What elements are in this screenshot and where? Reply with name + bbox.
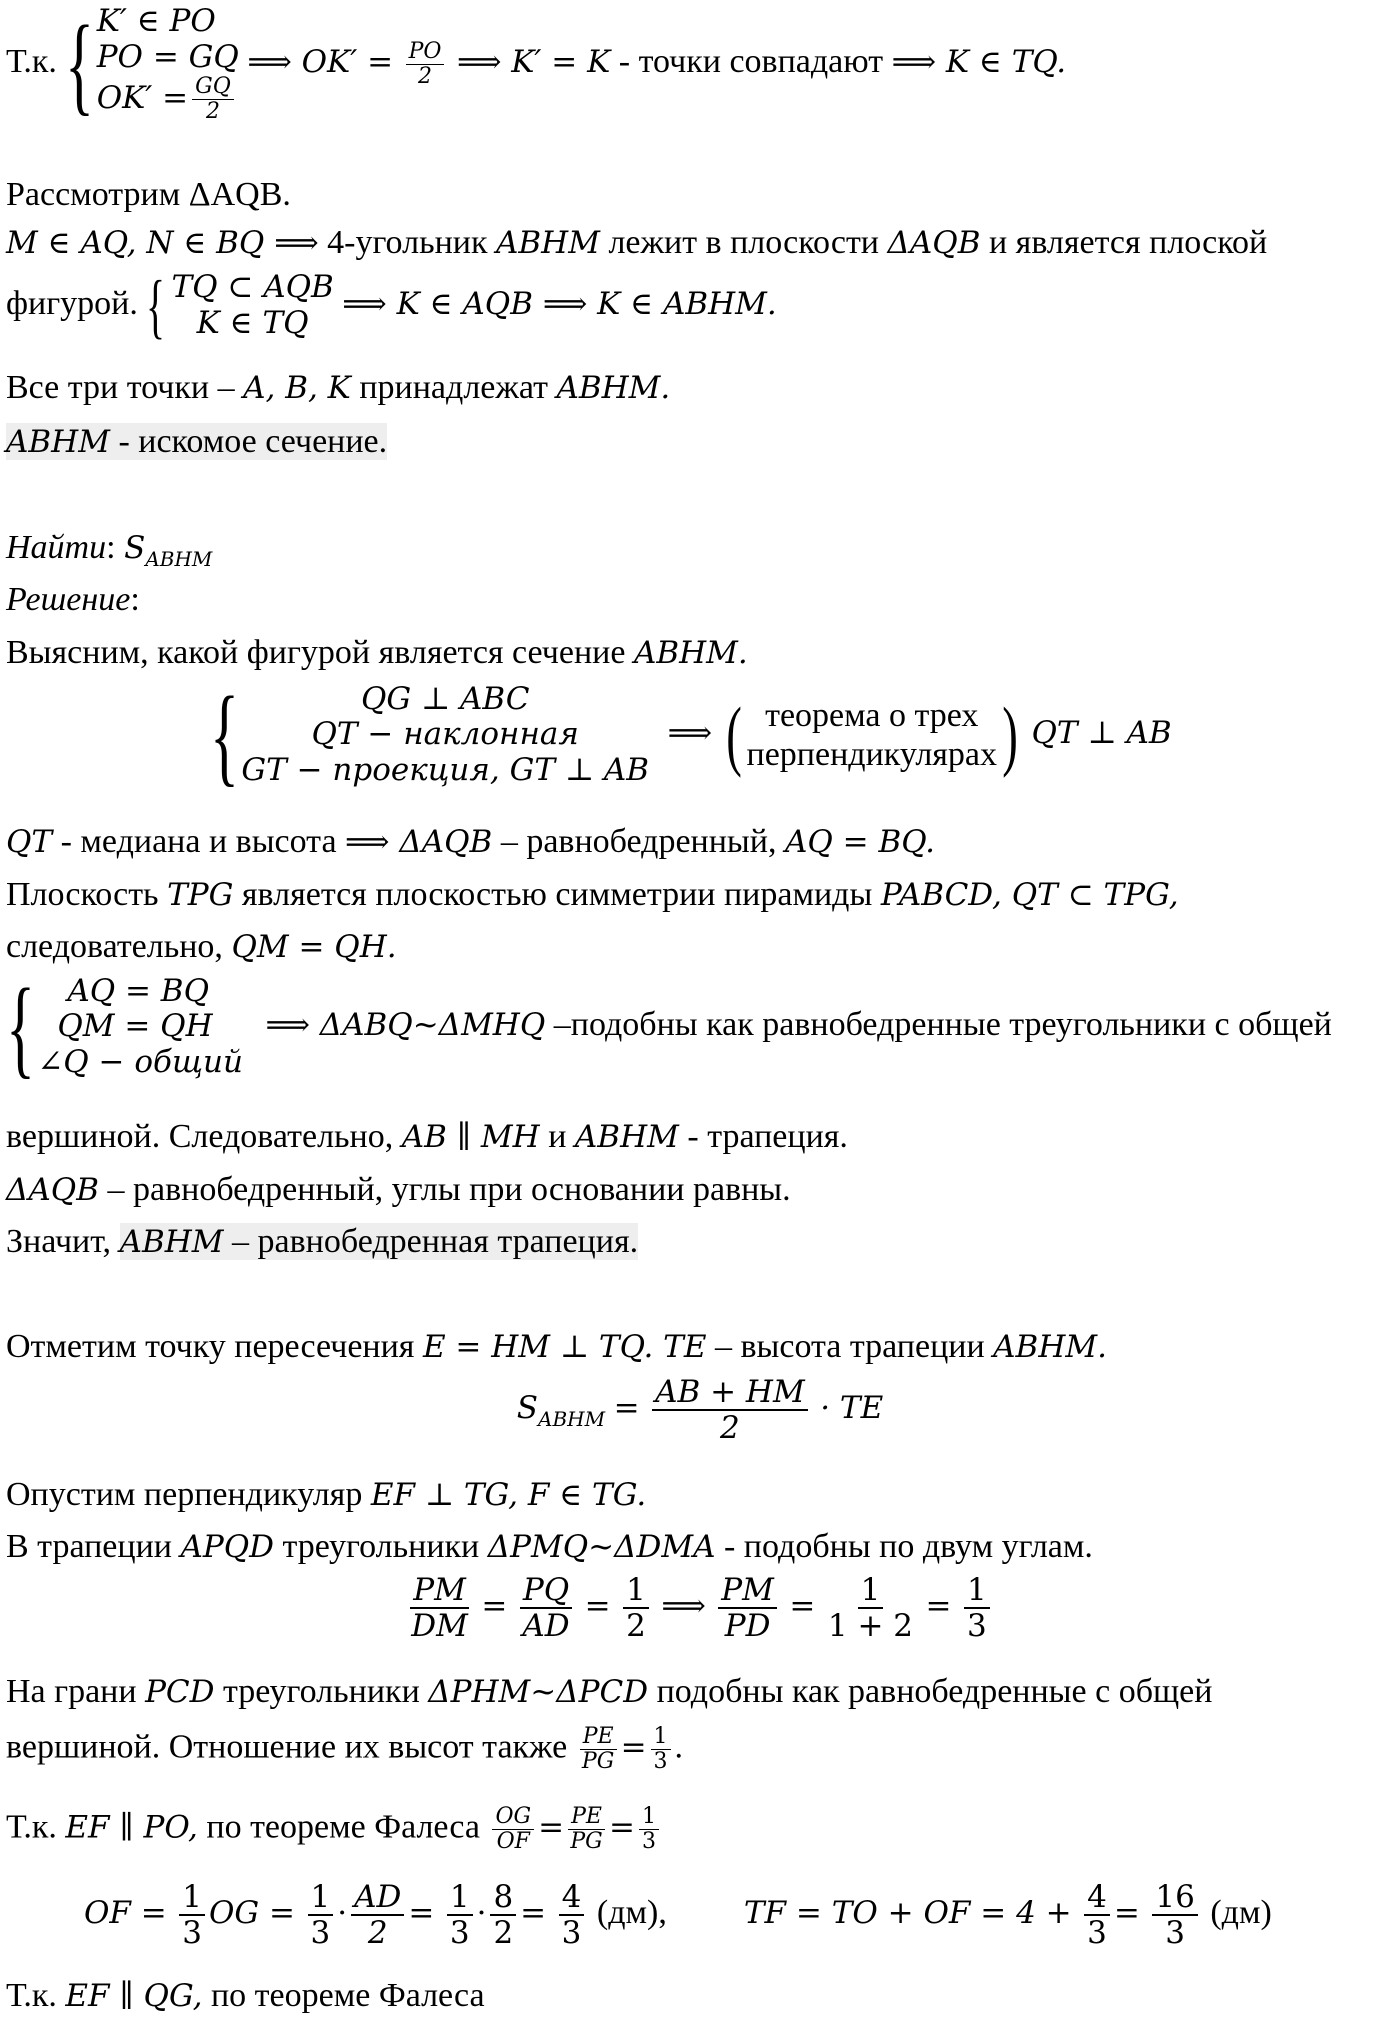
left-brace: { bbox=[6, 966, 36, 1088]
system-row: TQ ⊂ AQB bbox=[171, 269, 334, 306]
text-line: Опустим перпендикуляр EF ⊥ TG, F ∈ TG. bbox=[6, 1476, 647, 1513]
math-span: ABHM. bbox=[556, 370, 671, 406]
subscript: ABHM bbox=[145, 547, 213, 571]
text-span: 4-угольник bbox=[318, 224, 496, 261]
system-block bbox=[171, 270, 333, 341]
text-line bbox=[6, 223, 1267, 262]
fraction-po-2: $\frac{PO}{2}$ bbox=[406, 40, 445, 89]
ratio-formula: $\frac{PM}{DM}$ = $\frac{PQ}{AD}$ = $\frac{1}{2}$ ⟹ $\frac{PM}{PD}$ = $\frac{1}{1 + 2}$ = $\frac{1}{3}$ bbox=[0, 1573, 1400, 1643]
left-paren: ( bbox=[725, 691, 742, 778]
text-line: следовательно, QM = QH. bbox=[6, 928, 397, 965]
text-line: Плоскость TPG является плоскостью симметрии пирамиды PABCD, QT ⊂ TPG, bbox=[6, 876, 1179, 913]
fraction: $\frac{GQ}{2}$ bbox=[192, 75, 234, 124]
right-paren: ) bbox=[1002, 691, 1018, 778]
text-line bbox=[6, 368, 670, 407]
text-span: фигурой. bbox=[6, 284, 147, 322]
implies: ⟹ bbox=[667, 714, 713, 751]
math-span: QT ⊥ AB bbox=[1031, 714, 1172, 751]
math-span: ABHM. bbox=[633, 635, 748, 671]
text-line: QT - медиана и высота ⟹ ΔAQB – равнобедренный, AQ = BQ. bbox=[6, 823, 935, 860]
find-label: Найти bbox=[6, 529, 107, 566]
left-brace: { bbox=[65, 3, 95, 126]
text-line: ΔAQB – равнобедренный, углы при основании равны. bbox=[6, 1171, 791, 1208]
text-span: Выясним, какой фигурой является сечение bbox=[6, 634, 634, 671]
system-row: QT − наклонная bbox=[311, 716, 579, 753]
text-line bbox=[6, 175, 291, 214]
area-formula: $S_{ABHM}$ = $\frac{AB + HM}{2}$ · TE bbox=[516, 1374, 884, 1447]
system-row: PO = GQ bbox=[96, 38, 239, 75]
system-row: GT − проекция, GT ⊥ AB bbox=[241, 751, 650, 788]
system-row: QM = QH bbox=[57, 1008, 213, 1045]
text-line bbox=[6, 422, 387, 461]
highlighted-span: ABHM - искомое сечение. bbox=[6, 423, 388, 460]
math-span: S bbox=[124, 530, 146, 566]
math-span: A, B, K bbox=[243, 370, 351, 406]
text-line bbox=[6, 633, 748, 672]
similarity-system bbox=[6, 966, 1332, 1088]
math-span: ⟹ ΔABQ~ΔMHQ bbox=[265, 1006, 546, 1043]
text-line: На грани PCD треугольники ΔPHM~ΔPCD подобны как равнобедренные с общей bbox=[6, 1673, 1213, 1710]
left-brace: { bbox=[146, 266, 166, 346]
system-row: ∠Q − общий bbox=[37, 1043, 243, 1080]
text-span: и является плоской bbox=[980, 224, 1268, 261]
solution-label: Решение bbox=[6, 581, 131, 618]
coincide-text: - точки совпадают bbox=[610, 43, 892, 81]
system-block bbox=[37, 974, 243, 1081]
implication-2: ⟹ K′ = K bbox=[456, 44, 611, 81]
text-line: Т.к. EF ∥ PO, по теореме Фалеса $\frac{OG}{OF}$ = $\frac{PE}{PG}$ = $\frac{1}{3}$ bbox=[6, 1805, 663, 1854]
text-span: –подобны как равнобедренные треугольники с общей bbox=[545, 1005, 1332, 1043]
fraction: $\frac{AB + HM}{2}$ bbox=[652, 1375, 808, 1445]
find-line: Найти: $S_{ABHM}$ bbox=[6, 529, 213, 571]
math-span: M ∈ AQ, N ∈ BQ ⟹ bbox=[6, 225, 319, 261]
perp-system bbox=[210, 674, 1172, 796]
math-span: ABHM bbox=[496, 225, 600, 261]
text-line: вершиной. Следовательно, AB ∥ MH и ABHM - трапеция. bbox=[6, 1118, 848, 1155]
math-span: ⟹ K ∈ AQB ⟹ K ∈ ABHM. bbox=[342, 285, 777, 322]
system-row: QG ⊥ ABC bbox=[360, 680, 530, 717]
system-row: AQ = BQ bbox=[67, 972, 209, 1009]
text-line: вершиной. Отношение их высот также $\frac{PE}{PG}$ = $\frac{1}{3}$ . bbox=[6, 1724, 684, 1775]
left-brace: { bbox=[210, 674, 240, 796]
text-line: Значит, ABHM – равнобедренная трапеция. bbox=[6, 1223, 639, 1260]
consider-text: Рассмотрим ΔAQB. bbox=[6, 176, 291, 213]
paren-content: теорема о трех перпендикулярах bbox=[746, 696, 998, 773]
calc-formula: OF = $\frac{1}{3}$ OG = $\frac{1}{3}$ · $\frac{AD}{2}$ = $\frac{1}{3}$ · $\frac{8}{2}$ = $\frac{4}{3}$ (дм), TF = TO + OF = 4 + $\frac{4}{3}$ = $\frac{16}{3}$ (дм) bbox=[84, 1879, 1272, 1952]
system-row: OK′ = $\frac{GQ}{2}$ bbox=[97, 75, 239, 124]
math-span: ΔAQB bbox=[887, 225, 981, 261]
text-line: Отметим точку пересечения E = HM ⊥ TQ. TE – высота трапеции ABHM. bbox=[6, 1328, 1107, 1365]
solution-line: Решение: bbox=[6, 581, 140, 618]
text-span: принадлежат bbox=[350, 369, 557, 406]
system-block bbox=[241, 682, 649, 789]
prefix-text: Т.к. bbox=[6, 43, 57, 81]
implication-3: ⟹ K ∈ TQ. bbox=[891, 44, 1067, 81]
system-row: K ∈ TQ bbox=[196, 305, 309, 341]
text-span: лежит в плоскости bbox=[599, 224, 888, 261]
highlighted-span: ABHM – равнобедренная трапеция. bbox=[119, 1223, 639, 1260]
system-block bbox=[97, 4, 239, 125]
system-line-1 bbox=[6, 4, 1066, 125]
text-line: Т.к. EF ∥ QG, по теореме Фалеса bbox=[6, 1977, 485, 2014]
text-line: В трапеции APQD треугольники ΔPMQ~ΔDMA - подобны по двум углам. bbox=[6, 1528, 1093, 1565]
text-line bbox=[6, 266, 777, 346]
system-row: K′ ∈ PO bbox=[96, 3, 216, 39]
implication-1: ⟹ OK′ = bbox=[247, 44, 394, 81]
text-span: Все три точки – bbox=[6, 369, 244, 406]
